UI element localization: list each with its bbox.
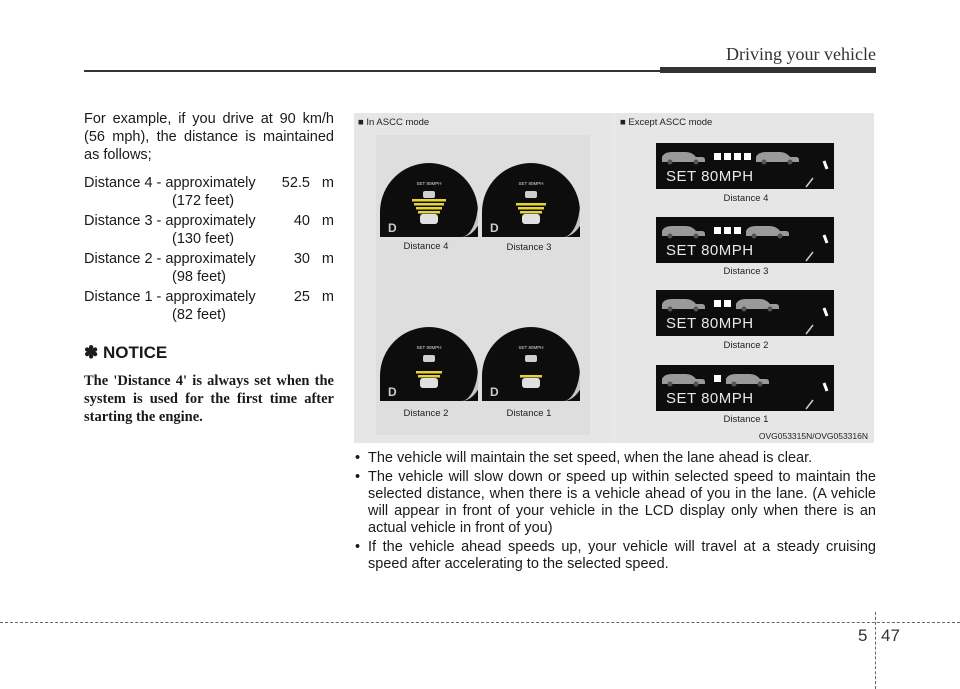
distance-item [84, 212, 334, 248]
distance-value: 52.5 [281, 175, 310, 191]
own-car-icon [522, 378, 540, 388]
distance-unit: m [321, 289, 334, 305]
lcd-set-speed: SET 80MPH [666, 390, 754, 407]
intro-paragraph: For example, if you drive at 90 km/h (56 mph), the distance is maintained as follows; [84, 111, 334, 163]
footer-divider [875, 612, 876, 689]
gauge-graphic [380, 163, 478, 237]
distance-segment [724, 227, 731, 234]
header-rule [84, 70, 660, 72]
ascc-panel [354, 113, 612, 443]
distance-label: Distance 2 - approximately [84, 251, 256, 267]
bullet-item: • If the vehicle ahead speeds up, your vehicle will travel at a steady cruising speed after accelerating to the selected speed. [354, 539, 876, 573]
gauge-set-speed: SET 80MPH [518, 181, 544, 186]
gauge-set-speed: SET 80MPH [416, 181, 442, 186]
distance-unit: m [321, 213, 334, 229]
own-car-icon [420, 214, 438, 224]
cluster-gauge [380, 327, 478, 401]
distance-segment [734, 227, 741, 234]
figure-code: OVG053315N/OVG053316N [758, 431, 868, 441]
gauge-tick [806, 252, 813, 261]
gauge-set-speed: SET 80MPH [518, 345, 544, 350]
distance-segment [714, 227, 721, 234]
lcd-display [656, 365, 834, 411]
distance-value: 40 [293, 213, 310, 229]
distance-value: 25 [293, 289, 310, 305]
lane-bar [418, 211, 440, 214]
gauge-needle [824, 235, 827, 243]
lane-bar [416, 207, 442, 210]
ascc-mode-label: ■ In ASCC mode [358, 117, 430, 128]
lcd-set-speed: SET 80MPH [666, 168, 754, 185]
distance-segment [714, 375, 721, 382]
page-header-title: Driving your vehicle [726, 44, 876, 64]
lead-car-icon [756, 152, 799, 165]
distance-segment [734, 153, 741, 160]
page-number: 47 [881, 626, 900, 645]
distance-segment [714, 153, 721, 160]
distance-feet: (172 feet) [172, 193, 235, 209]
cluster-gauge [482, 163, 580, 237]
lead-car-icon [423, 355, 435, 362]
distance-unit: m [321, 175, 334, 191]
bullet-item: • The vehicle will slow down or speed up within selected speed to maintain the selected distance, when there is a vehicle ahead of you in the lane. (A vehicle will appear in front of your vehicle in the LCD display only when there is an actual vehicle in front of you) [354, 469, 876, 537]
distance-segment [744, 153, 751, 160]
header-rule-accent [660, 67, 876, 73]
notice-title: ✽ NOTICE [84, 343, 168, 362]
non-ascc-panel [616, 113, 874, 443]
own-car-icon [420, 378, 438, 388]
gauge-graphic [380, 327, 478, 401]
section-number: 5 [858, 626, 868, 645]
gauge-drive-indicator: D [388, 385, 397, 399]
distance-feet: (130 feet) [172, 231, 235, 247]
gauge-caption: Distance 2 [403, 408, 449, 419]
distance-unit: m [321, 251, 334, 267]
lead-car-icon [736, 299, 779, 312]
gauge-drive-indicator: D [388, 221, 397, 235]
gauge-needle [824, 308, 827, 316]
distance-item [84, 288, 334, 324]
lcd-display [656, 143, 834, 189]
distance-label: Distance 3 - approximately [84, 213, 256, 229]
lcd-set-speed: SET 80MPH [666, 315, 754, 332]
lcd-caption: Distance 3 [723, 266, 769, 277]
lane-bar [412, 199, 446, 202]
own-car-icon [662, 226, 705, 239]
cluster-gauge [380, 163, 478, 237]
notice-body: The 'Distance 4' is always set when the system is used for the first time after starting the engine. [84, 373, 334, 425]
gauge-needle [824, 161, 827, 169]
gauge-caption: Distance 1 [506, 408, 552, 419]
distance-segment [724, 300, 731, 307]
footer-rule [0, 622, 960, 623]
lead-car-icon [726, 374, 769, 387]
gauge-tick [806, 178, 813, 187]
left-column [84, 110, 334, 426]
lane-bar [520, 211, 542, 214]
bullet-item: • The vehicle will maintain the set speed, when the lane ahead is clear. [354, 450, 876, 467]
gauge-tick [806, 325, 813, 334]
gauge-needle [824, 383, 827, 391]
own-car-icon [662, 374, 705, 387]
lcd-set-speed: SET 80MPH [666, 242, 754, 259]
lead-car-icon [525, 355, 537, 362]
lane-bar [520, 375, 542, 378]
distance-segment [714, 300, 721, 307]
own-car-icon [662, 152, 705, 165]
lcd-caption: Distance 4 [723, 193, 769, 204]
gauge-graphic [482, 327, 580, 401]
gauge-drive-indicator: D [490, 385, 499, 399]
lead-car-icon [746, 226, 789, 239]
lead-car-icon [525, 191, 537, 198]
lane-bar [518, 207, 544, 210]
distance-item [84, 174, 334, 210]
distance-segment [724, 153, 731, 160]
bullet-list [354, 450, 876, 575]
gauge-set-speed: SET 80MPH [416, 345, 442, 350]
lane-bar [416, 371, 442, 374]
distance-feet: (98 feet) [172, 269, 226, 285]
non-ascc-mode-label: ■ Except ASCC mode [620, 117, 713, 128]
gauge-caption: Distance 3 [506, 242, 552, 253]
cluster-gauge [482, 327, 580, 401]
lane-bar [418, 375, 440, 378]
gauge-drive-indicator: D [490, 221, 499, 235]
gauge-tick [806, 400, 813, 409]
lead-car-icon [423, 191, 435, 198]
lcd-display [656, 290, 834, 336]
distance-label: Distance 1 - approximately [84, 289, 256, 305]
gauge-graphic [482, 163, 580, 237]
lcd-caption: Distance 2 [723, 340, 769, 351]
distance-feet: (82 feet) [172, 307, 226, 323]
lcd-display [656, 217, 834, 263]
gauge-caption: Distance 4 [403, 241, 449, 252]
own-car-icon [662, 299, 705, 312]
distance-label: Distance 4 - approximately [84, 175, 256, 191]
lane-bar [414, 203, 444, 206]
own-car-icon [522, 214, 540, 224]
lcd-caption: Distance 1 [723, 414, 769, 425]
distance-value: 30 [293, 251, 310, 267]
distance-item [84, 250, 334, 286]
lane-bar [516, 203, 546, 206]
distance-illustration [354, 113, 874, 443]
